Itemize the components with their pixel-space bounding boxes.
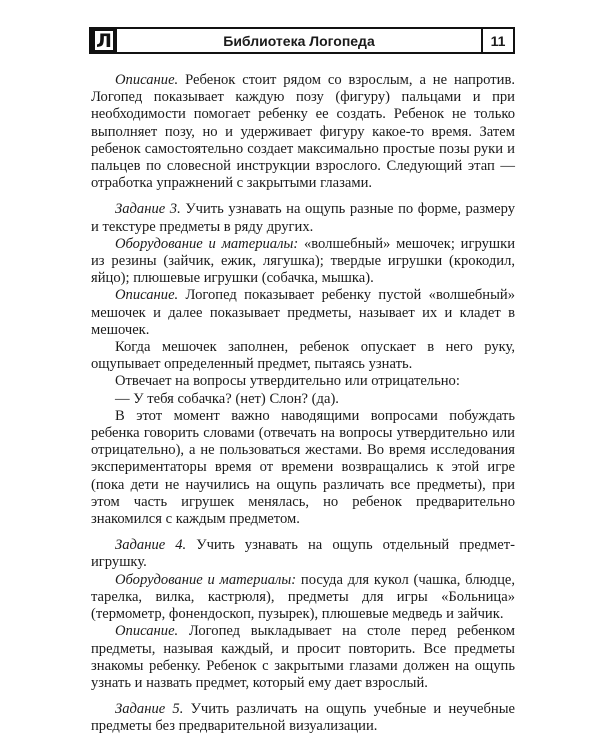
paragraph-text: В этот момент важно наводящими вопросами побуждать ребенка говорить словами (отвечать на вопросы утвердительно или отрицательно), а не пользоваться жестами. Во время исследования экспериментаторы время от времени возвращались к этой игре (пока дети не научились на ощупь различать все предметы), при этом часть игрушек менялась, но ребенок предварительно знакомился с каждым предметом. — [91, 407, 515, 528]
logo-letter: Л — [96, 29, 112, 52]
paragraph-label: Задание 3. — [115, 201, 181, 218]
paragraph-text: Учить узнавать на ощупь разные по форме, размеру и текстуре предметы в ряду других. — [91, 201, 516, 235]
paragraph — [91, 373, 515, 390]
paragraph-label: Оборудование и материалы: — [115, 571, 297, 588]
paragraph-label: Описание. — [115, 287, 179, 304]
book-series-title: Библиотека Логопеда — [117, 29, 483, 52]
paragraph-label: Описание. — [115, 623, 179, 640]
paragraph — [91, 572, 515, 624]
paragraph-text: Логопед выкладывает на столе перед ребенком предметы, называя каждый, и просит повторить. Все предметы знакомы ребенку. Ребенок с закрытыми глазами должен на ощупь узнать и назвать предмет, который ему дает взрослый. — [91, 623, 515, 691]
paragraph — [91, 236, 515, 288]
paragraph — [91, 537, 515, 571]
body-text — [91, 72, 515, 736]
paragraph — [91, 339, 515, 373]
paragraph-text: посуда для кукол (чашка, блюдце, тарелка, вилка, кастрюля), предметы для игры «Больница» (термометр, фонендоскоп, пузырек), плюшевые медведь и зайчик. — [91, 571, 516, 623]
paragraph-text: Учить различать на ощупь учебные и неучебные предметы без предварительной визуализации. — [91, 701, 515, 735]
paragraph — [91, 72, 515, 192]
paragraph-text: Ребенок стоит рядом со взрослым, а не напротив. Логопед показывает каждую позу (фигуру) пальцами и при необходимости помогает ребенку ее создать. Ребенок не только выполняет позу, но и удерживает фигуру какое-то время. Затем ребенок самостоятельно создает максимально простые позы руки и пальцев по словесной инструкции взрослого. Следующий этап — отработка упражнений с закрытыми глазами. — [91, 72, 515, 192]
paragraph-label: Оборудование и материалы: — [115, 235, 299, 252]
page-number: 11 — [490, 32, 506, 49]
paragraph-label: Задание 4. — [115, 537, 187, 554]
paragraph — [91, 287, 515, 339]
paragraph-text: Когда мешочек заполнен, ребенок опускает в него руку, ощупывает определенный предмет, пытаясь узнать. — [91, 339, 515, 373]
paragraph-label: Задание 5. — [115, 701, 184, 718]
paragraph — [91, 623, 515, 692]
paragraph-text: «волшебный» мешочек; игрушки из резины (зайчик, ежик, лягушка); твердые игрушки (крокодил, яйцо); плюшевые игрушки (собачка, мышка). — [91, 235, 515, 287]
series-logo — [91, 29, 117, 52]
paragraph-text: — У тебя собачка? (нет) Слон? (да). — [115, 390, 339, 407]
paragraph — [91, 408, 515, 528]
paragraph-text: Логопед показывает ребенку пустой «волшебный» мешочек и далее показывает предметы, называет их и кладет в мешочек. — [91, 287, 515, 338]
running-header — [89, 27, 515, 54]
paragraph-text: Учить узнавать на ощупь отдельный предмет-игрушку. — [91, 537, 515, 571]
paragraph-label: Описание. — [115, 72, 179, 88]
paragraph-text: Отвечает на вопросы утвердительно или отрицательно: — [115, 373, 460, 390]
paragraph — [91, 391, 515, 408]
paragraph — [91, 201, 515, 235]
paragraph — [91, 701, 515, 735]
